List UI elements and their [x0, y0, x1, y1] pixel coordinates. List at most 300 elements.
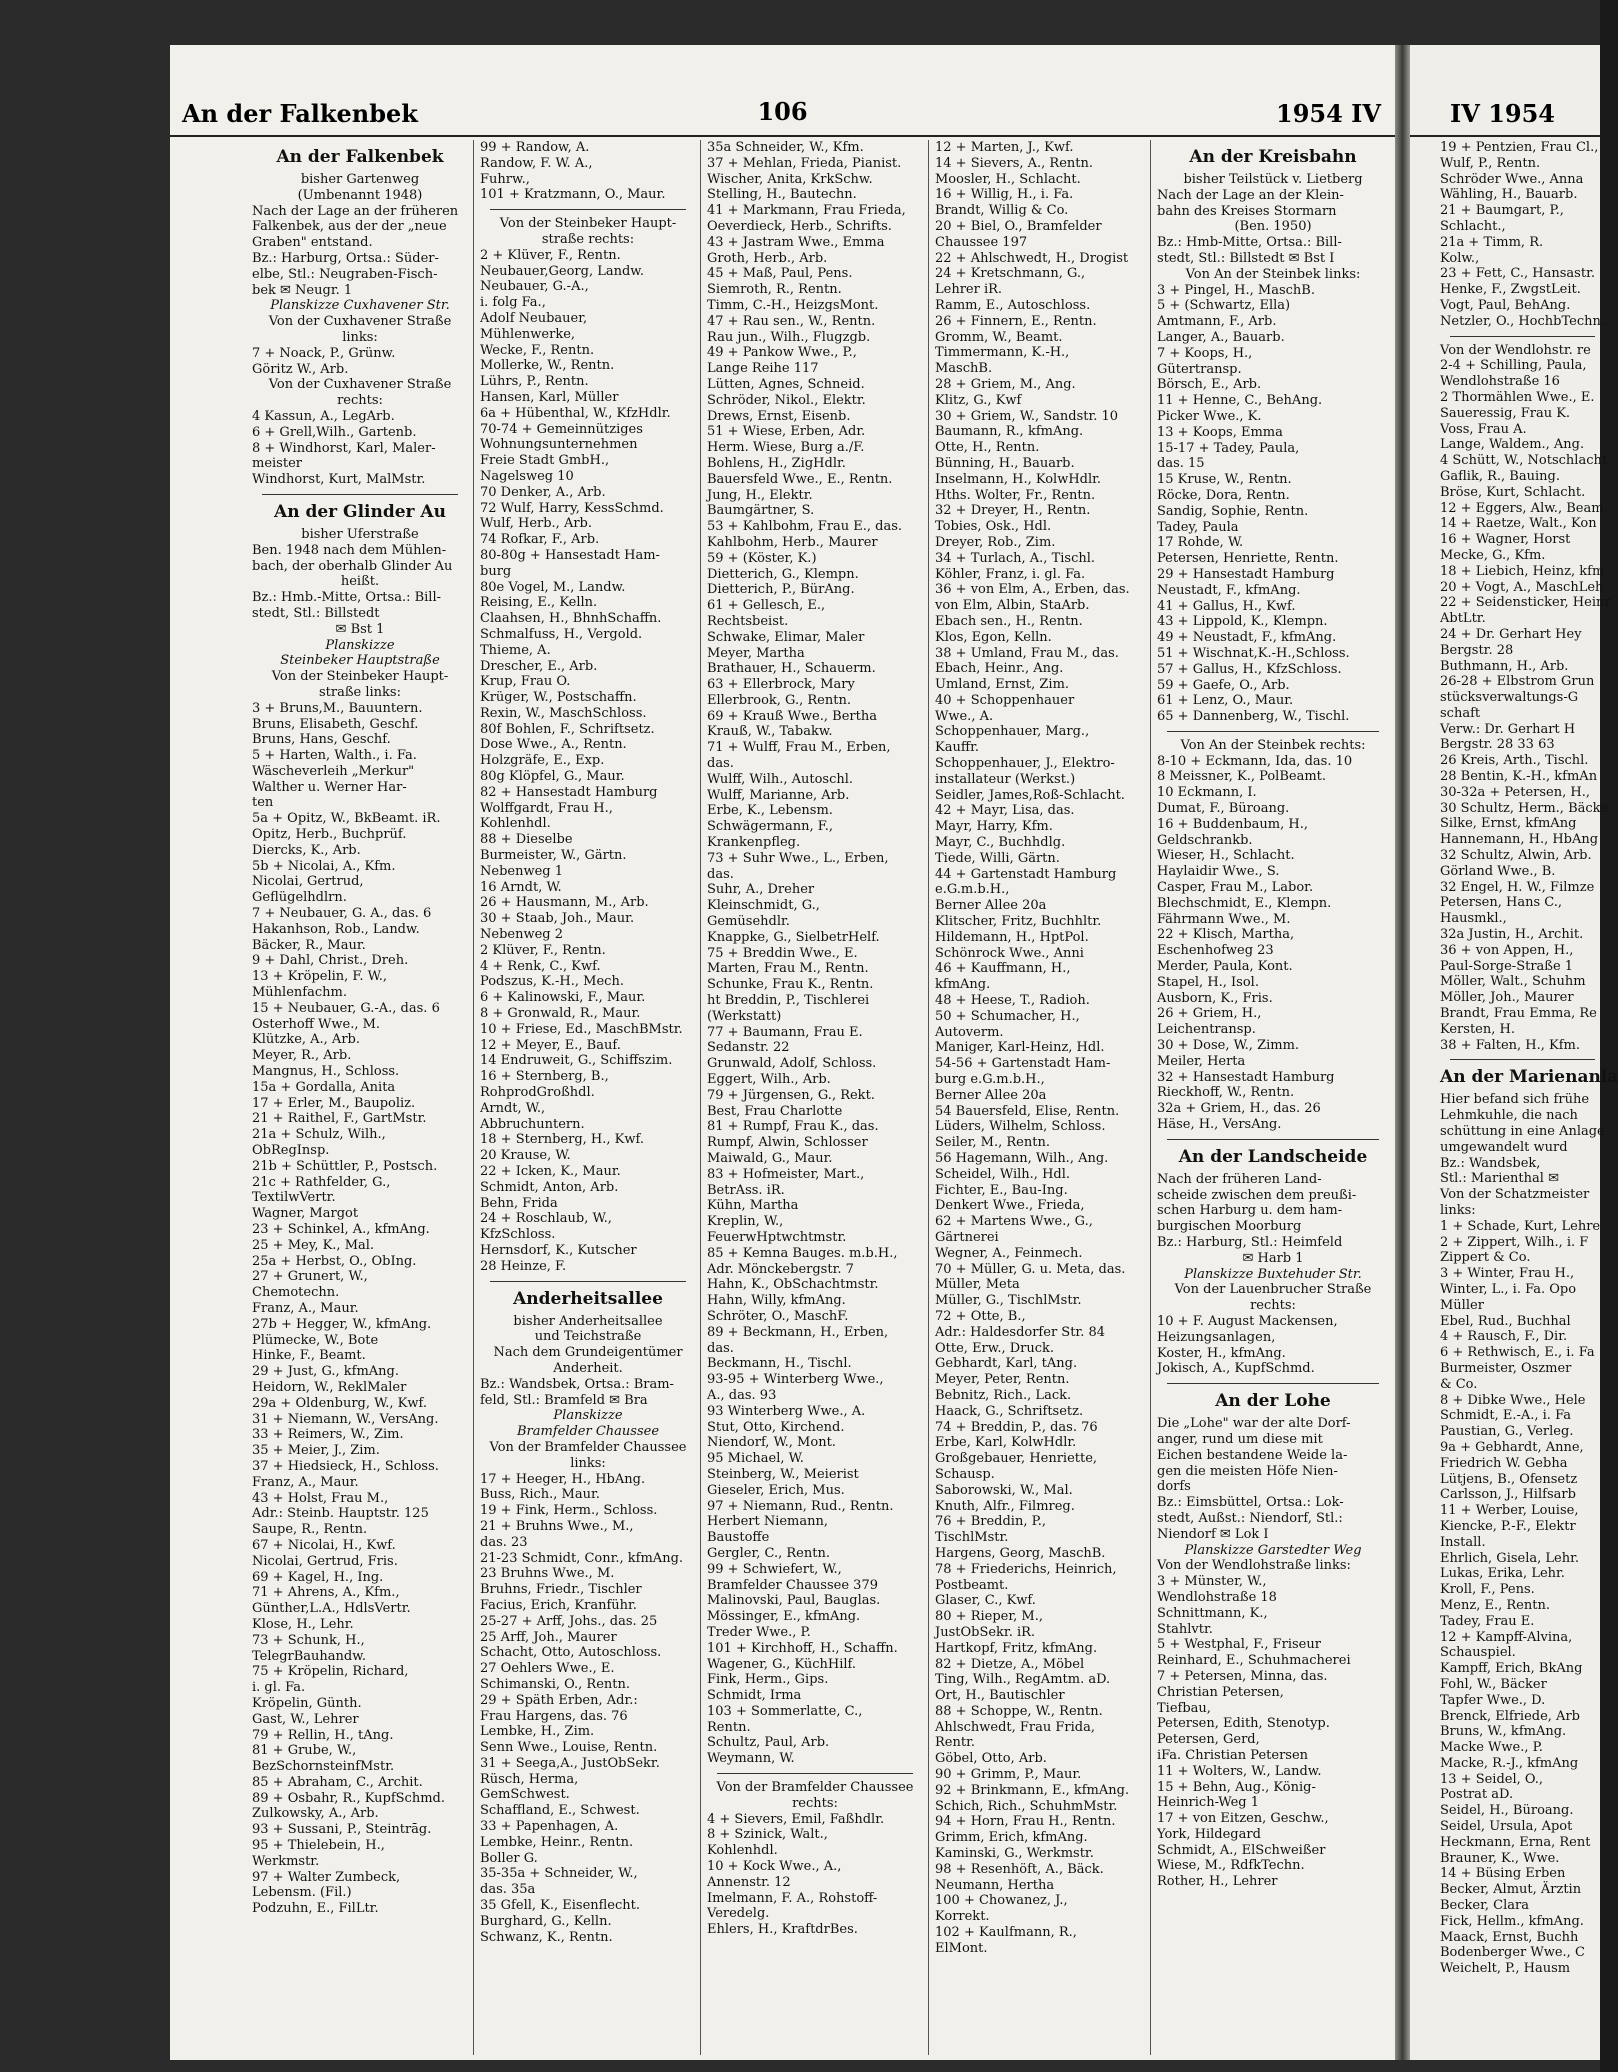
directory-entry: Wiese, M., RdfkTechn. [1157, 1858, 1305, 1874]
directory-entry: Walther u. Werner Har- [252, 779, 407, 795]
directory-entry: 97 + Walter Zumbeck, [252, 1869, 401, 1885]
directory-entry: bek ✉ Neugr. 1 [252, 282, 353, 298]
directory-entry: Eichen bestandene Weide la- [1157, 1447, 1348, 1463]
directory-entry: 6 + Kalinowski, F., Maur. [480, 990, 646, 1006]
directory-entry: Abbruchuntern. [480, 1116, 585, 1132]
directory-column-4 [935, 140, 1145, 2055]
directory-entry: Schröder, Nikol., Elektr. [707, 392, 866, 408]
directory-entry: 41 + Markmann, Frau Frieda, [707, 203, 906, 219]
directory-entry: 32a + Griem, H., das. 26 [1157, 1101, 1321, 1117]
directory-entry: Kaminski, G., Werkmstr. [935, 1846, 1094, 1862]
directory-entry: Maack, Ernst, Buchh [1440, 1929, 1579, 1945]
directory-entry: 22 + Ahlschwedt, H., Drogist [935, 250, 1129, 266]
directory-entry: 15 + Behn, Aug., König- [1157, 1779, 1316, 1795]
street-heading: An der Landscheide [1178, 1146, 1368, 1167]
directory-entry: Müller [1440, 1297, 1484, 1313]
directory-entry: Lehrer iR. [935, 282, 1003, 298]
directory-entry: Wulf, Herb., Arb. [480, 516, 592, 532]
directory-entry: 100 + Chowanez, J., [935, 1893, 1068, 1909]
directory-entry: Mangnus, H., Schloss. [252, 1064, 400, 1080]
directory-entry: KfzSchloss. [480, 1227, 556, 1243]
directory-entry: 31 + Niemann, W., VersAng. [252, 1411, 439, 1427]
directory-entry: Nach der Lage an der Klein- [1157, 187, 1344, 203]
directory-entry: Bröse, Kurt, Schlacht. [1440, 484, 1586, 500]
directory-entry: Wulff, Marianne, Arb. [707, 787, 850, 803]
directory-entry: Ahlschwedt, Frau Frida, [935, 1719, 1095, 1735]
directory-column-1 [252, 140, 468, 2055]
map-reference: Planskizze [553, 1408, 623, 1424]
directory-entry: Frau Hargens, das. 76 [480, 1708, 628, 1724]
directory-entry: Grunwald, Adolf, Schloss. [707, 1056, 877, 1072]
directory-entry: Grimm, Erich, kfmAng. [935, 1830, 1088, 1846]
street-note: heißt. [340, 574, 380, 590]
directory-entry: Saueressig, Frau K. [1440, 405, 1571, 421]
directory-entry: Timmermann, K.-H., [935, 345, 1070, 361]
directory-entry: 49 + Neustadt, F., kfmAng. [1157, 630, 1337, 646]
directory-entry: Umland, Ernst, Zim. [935, 677, 1070, 693]
directory-entry: 53 + Kahlbohm, Frau E., das. [707, 519, 903, 535]
directory-entry: Bergstr. 28 33 63 [1440, 737, 1555, 753]
directory-entry: Haack, G., Schriftsetz. [935, 1403, 1084, 1419]
directory-entry: 72 + Otte, B., [935, 1308, 1026, 1324]
directory-entry: Malinovski, Paul, Bauglas. [707, 1593, 881, 1609]
directory-entry: 80g Klöpfel, G., Maur. [480, 769, 625, 785]
directory-entry: 23 + Schinkel, A., kfmAng. [252, 1222, 430, 1237]
street-note: (Ben. 1950) [1234, 219, 1312, 235]
directory-entry: 2 Klüver, F., Rentn. [480, 942, 606, 958]
directory-entry: Lembke, Heinr., Rentn. [480, 1834, 634, 1850]
directory-entry: Meyer, R., Arb. [252, 1048, 352, 1064]
directory-entry: Kreplin, W., [707, 1214, 784, 1230]
directory-entry: Lange Reihe 117 [707, 361, 819, 377]
street-note: Von der Cuxhavener Straße [268, 314, 452, 330]
directory-entry: 26 + Finnern, E., Rentn. [935, 313, 1097, 329]
directory-entry: 26 + Griem, H., [1157, 1006, 1262, 1022]
directory-entry: 51 + Wischnat,K.-H.,Schloss. [1157, 645, 1350, 661]
directory-entry: 12 + Marten, J., Kwf. [935, 140, 1074, 155]
directory-entry: Rechtsbeist. [707, 613, 789, 629]
directory-entry: 40 + Schoppenhauer [935, 692, 1075, 708]
directory-entry: Göbel, Otto, Arb. [935, 1751, 1047, 1767]
street-heading: An der Lohe [1215, 1391, 1331, 1412]
directory-entry: Fährmann Wwe., M. [1157, 911, 1291, 927]
directory-entry: 43 + Lippold, K., Klempn. [1157, 614, 1328, 630]
directory-entry: 7 + Petersen, Minna, das. [1157, 1668, 1328, 1684]
directory-entry: 7 + Noack, P., Grünw. [252, 345, 396, 361]
directory-entry: Schönrock Wwe., Anni [935, 945, 1084, 961]
directory-entry: 16 + Willig, H., i. Fa. [935, 187, 1074, 203]
directory-entry: Kühn, Martha [707, 1198, 799, 1214]
directory-entry: 44 + Gartenstadt Hamburg [935, 866, 1117, 882]
directory-entry: feld, Stl.: Bramfeld ✉ Bra [480, 1392, 648, 1408]
directory-entry: Schnittmann, K., [1157, 1605, 1268, 1621]
directory-entry: Niendorf, W., Mont. [707, 1435, 836, 1451]
directory-entry: 13 + Kröpelin, F. W., [252, 969, 388, 985]
directory-entry: Gromm, W., Beamt. [935, 329, 1063, 345]
directory-entry: Wähling, H., Bauarb. [1440, 187, 1578, 203]
directory-entry: Baustoffe [707, 1530, 770, 1546]
directory-entry: 33 + Papenhagen, A. [480, 1819, 619, 1835]
directory-entry: 22 + Icken, K., Maur. [480, 1164, 621, 1179]
directory-entry: (Werkstatt) [707, 1008, 782, 1024]
street-heading: An der Glinder Au [274, 501, 446, 522]
directory-entry: Krup, Frau O. [480, 674, 571, 690]
directory-entry: Ramm, E., Autoschloss. [935, 297, 1091, 313]
directory-entry: 101 + Kratzmann, O., Maur. [480, 187, 666, 203]
directory-entry: FeuerwHptwchtmstr. [707, 1229, 847, 1245]
directory-entry: 43 + Holst, Frau M., [252, 1490, 389, 1506]
directory-entry: 37 + Hiedsieck, H., Schloss. [252, 1458, 439, 1474]
directory-entry: Netzler, O., HochbTechn. [1440, 313, 1605, 329]
directory-entry: burgischen Moorburg [1157, 1219, 1302, 1235]
directory-entry: 8-10 + Eckmann, Ida, das. 10 [1157, 753, 1353, 769]
directory-entry: Schmidt, Irma [707, 1688, 802, 1704]
directory-entry: Saborowski, W., Mal. [935, 1482, 1073, 1498]
directory-entry: Brenck, Elfriede, Arb [1440, 1708, 1580, 1724]
directory-entry: Bebnitz, Rich., Lack. [935, 1387, 1072, 1403]
directory-entry: 27 + Grunert, W., [252, 1269, 368, 1285]
directory-entry: 82 + Dietze, A., Möbel [935, 1656, 1085, 1672]
street-note: Von der Steinbeker Haupt- [499, 216, 677, 232]
street-note: bisher Anderheitsallee [513, 1313, 663, 1329]
directory-entry: Zulkowsky, A., Arb. [252, 1806, 379, 1822]
directory-entry: Stut, Otto, Kirchend. [707, 1419, 845, 1435]
directory-entry: Bz.: Hmb.-Mitte, Ortsa.: Bill- [252, 590, 442, 606]
directory-entry: Ebach sen., H., Rentn. [935, 613, 1083, 629]
directory-entry: 47 + Rau sen., W., Rentn. [707, 313, 876, 329]
directory-entry: Drescher, E., Arb. [480, 658, 598, 674]
directory-entry: Bauersfeld Wwe., E., Rentn. [707, 471, 893, 487]
directory-entry: Bodenberger Wwe., C [1440, 1945, 1585, 1961]
directory-entry: 25-27 + Arff, Johs., das. 25 [480, 1613, 658, 1629]
directory-entry: Lührs, P., Rentn. [480, 374, 589, 390]
directory-entry: Petersen, Henriette, Rentn. [1157, 551, 1339, 567]
directory-entry: 21c + Rathfelder, G., [252, 1174, 391, 1190]
directory-entry: Seidel, Ursula, Apot [1440, 1819, 1573, 1835]
directory-column-5 [1157, 140, 1389, 2055]
directory-entry: Schmalfuss, H., Vergold. [480, 626, 643, 642]
directory-entry: 30 + Staab, Joh., Maur. [480, 911, 635, 927]
directory-entry: Meiler, Herta [1157, 1053, 1246, 1069]
directory-entry: 21b + Schüttler, P., Postsch. [252, 1158, 438, 1174]
directory-entry: Großgebauer, Henriette, [935, 1451, 1098, 1467]
directory-entry: 10 + Friese, Ed., MaschBMstr. [480, 1021, 683, 1037]
directory-entry: Ebach, Heinr., Ang. [935, 661, 1064, 677]
directory-entry: Reising, E., Kelln. [480, 595, 598, 611]
directory-entry: 78 + Friederichs, Heinrich, [935, 1561, 1117, 1577]
street-note: bisher Uferstraße [301, 526, 419, 542]
directory-entry: 27 Oehlers Wwe., E. [480, 1661, 615, 1677]
directory-entry: 38 + Umland, Frau M., das. [935, 645, 1119, 661]
directory-column-3 [707, 140, 923, 2055]
directory-entry: Heizungsanlagen, [1157, 1329, 1276, 1345]
directory-entry: Senn Wwe., Louise, Rentn. [480, 1740, 658, 1756]
directory-entry: Gieseler, Erich, Mus. [707, 1482, 845, 1498]
directory-entry: Von der Wendlohstraße links: [1157, 1558, 1351, 1574]
directory-entry: Ben. 1948 nach dem Mühlen- [252, 542, 447, 558]
directory-entry: 46 + Kauffmann, H., [935, 961, 1071, 977]
directory-entry: A., das. 93 [707, 1387, 777, 1403]
directory-entry: Herm. Wiese, Burg a./F. [707, 440, 865, 456]
directory-entry: Neumann, Hertha [935, 1877, 1055, 1893]
directory-entry: Buss, Rich., Maur. [480, 1487, 600, 1503]
directory-entry: 25 + Mey, K., Mal. [252, 1237, 375, 1253]
directory-entry: ObRegInsp. [252, 1143, 330, 1159]
directory-entry: Kahlbohm, Herb., Maurer [707, 534, 878, 550]
directory-entry: Zippert & Co. [1440, 1250, 1531, 1266]
directory-entry: Schröder Wwe., Anna [1440, 171, 1584, 187]
directory-entry: Freie Stadt GmbH., [480, 453, 610, 469]
directory-entry: 67 + Nicolai, H., Kwf. [252, 1537, 396, 1553]
street-note: rechts: [792, 1795, 838, 1811]
directory-entry: 28 Bentin, K.-H., kfmAn [1440, 769, 1598, 785]
directory-entry: 95 Michael, W. [707, 1451, 804, 1467]
directory-entry: 8 + Gronwald, R., Maur. [480, 1006, 641, 1022]
directory-entry: 12 + Kampff-Alvina, [1440, 1629, 1573, 1645]
directory-entry: Geflügelhdlrn. [252, 890, 347, 906]
directory-entry: Berner Allee 20a [935, 898, 1047, 914]
directory-entry: Schoppenhauer, Marg., [935, 724, 1090, 740]
directory-entry: 89 + Beckmann, H., Erben, [707, 1324, 889, 1340]
directory-entry: iFa. Christian Petersen [1157, 1747, 1309, 1763]
next-page-year-volume: IV 1954 [1450, 99, 1555, 128]
directory-entry: 9a + Gebhardt, Anne, [1440, 1439, 1584, 1455]
directory-entry: 80f Bohlen, F., Schriftsetz. [480, 721, 655, 737]
directory-column-6 [1440, 140, 1618, 2055]
directory-entry: 3 + Bruns,M., Bauuntern. [252, 700, 423, 716]
directory-entry: Möller, Joh., Maurer [1440, 990, 1574, 1006]
directory-entry: 8 Meissner, K., PolBeamt. [1157, 769, 1327, 785]
directory-entry: 28 Heinze, F. [480, 1258, 567, 1274]
directory-entry: Baumann, R., kfmAng. [935, 424, 1084, 440]
street-note: Anderheit. [553, 1360, 623, 1376]
directory-entry: Osterhoff Wwe., M. [252, 1016, 381, 1032]
directory-entry: Gemüsehdlr. [707, 914, 790, 930]
directory-entry: Wulf, P., Rentn. [1440, 155, 1541, 171]
directory-entry: Randow, F. W. A., [480, 155, 593, 171]
directory-entry: Blechschmidt, E., Klempn. [1157, 895, 1332, 911]
directory-entry: Suhr, A., Dreher [707, 882, 815, 898]
directory-entry: Dreyer, Rob., Zim. [935, 534, 1056, 550]
directory-entry: Jung, H., Elektr. [707, 487, 813, 503]
directory-entry: 6 + Grell,Wilh., Gartenb. [252, 424, 417, 440]
directory-entry: 11 + Henne, C., BehAng. [1157, 393, 1323, 409]
directory-entry: TischlMstr. [935, 1530, 1009, 1546]
directory-entry: Hths. Wolter, Fr., Rentn. [935, 487, 1096, 503]
directory-entry: Weymann, W. [707, 1751, 795, 1767]
directory-entry: 30 Schultz, Herm., Bäcke [1440, 800, 1609, 816]
directory-entry: Windhorst, Kurt, MalMstr. [252, 472, 426, 488]
directory-entry: Graben" entstand. [252, 235, 373, 251]
directory-entry: schen Harburg u. dem ham- [1157, 1203, 1343, 1219]
directory-entry: Gast, W., Lehrer [252, 1711, 359, 1727]
directory-entry: Petersen, Gerd, [1157, 1732, 1260, 1748]
directory-entry: Tadey, Frau E. [1440, 1613, 1535, 1629]
directory-entry: 76 + Breddin, P., [935, 1514, 1046, 1530]
directory-entry: Nicolai, Gertrud, [252, 874, 364, 890]
section-divider [490, 209, 686, 210]
directory-entry: 95 + Thielebein, H., [252, 1838, 385, 1854]
directory-entry: Bruns, W., kfmAng. [1440, 1724, 1567, 1740]
directory-entry: 71 + Wulff, Frau M., Erben, [707, 740, 891, 756]
street-note: rechts: [1250, 1298, 1296, 1314]
directory-entry: Scheidel, Wilh., Hdl. [935, 1166, 1071, 1182]
directory-entry: Christian Petersen, [1157, 1684, 1284, 1700]
directory-entry: Ebel, Rud., Buchhal [1440, 1313, 1571, 1329]
directory-entry: schaft [1440, 705, 1481, 721]
directory-entry: Gärtnerei [935, 1229, 999, 1245]
directory-entry: Hannemann, H., HbAng [1440, 832, 1599, 848]
directory-entry: Adr.: Steinb. Hauptstr. 125 [252, 1506, 429, 1522]
directory-entry: 4 Schütt, W., Notschlacht [1440, 453, 1608, 469]
directory-entry: 102 + Kaulfmann, R., [935, 1925, 1077, 1941]
directory-entry: 99 + Schwiefert, W., [707, 1561, 842, 1577]
directory-entry: Vogt, Paul, BehAng. [1440, 297, 1571, 313]
directory-entry: Tadey, Paula [1157, 519, 1239, 535]
directory-entry: Kampff, Erich, BkAng [1440, 1661, 1583, 1677]
directory-entry: 3 + Münster, W., [1157, 1574, 1267, 1590]
directory-entry: 10 + F. August Mackensen, [1157, 1313, 1338, 1329]
directory-entry: burg e.G.m.b.H., [935, 1072, 1045, 1088]
directory-entry: 17 + Erler, M., Baupoliz. [252, 1095, 416, 1111]
street-note: links: [342, 329, 378, 345]
street-note: Von der Bramfelder Chaussee [716, 1780, 914, 1796]
directory-entry: 13 + Seidel, O., [1440, 1771, 1544, 1787]
directory-entry: Mühlenfachm. [252, 985, 347, 1001]
directory-entry: York, Hildegard [1157, 1826, 1261, 1842]
directory-entry: 80 + Rieper, M., [935, 1609, 1043, 1625]
directory-entry: 11 + Wolters, W., Landw. [1157, 1763, 1322, 1779]
street-note: bisher Gartenweg [300, 172, 420, 187]
directory-entry: Rumpf, Alwin, Schlosser [707, 1135, 868, 1151]
directory-entry: 30 + Griem, W., Sandstr. 10 [935, 408, 1119, 424]
directory-entry: TextilwVertr. [252, 1190, 336, 1206]
directory-entry: MaschB. [935, 361, 993, 377]
directory-entry: Drews, Ernst, Eisenb. [707, 408, 851, 424]
directory-entry: 57 + Gallus, H., KfzSchloss. [1157, 661, 1342, 677]
page-header [170, 95, 1395, 137]
directory-entry: Hier befand sich frühe [1440, 1092, 1590, 1108]
directory-entry: Hildemann, H., HptPol. [935, 929, 1089, 945]
directory-entry: 5 + (Schwartz, Ella) [1157, 298, 1291, 314]
directory-entry: 30-32a + Petersen, H., [1440, 784, 1590, 800]
directory-entry: 32 + Dreyer, H., Rentn. [935, 503, 1091, 519]
directory-entry: 77 + Baumann, Frau E. [707, 1024, 863, 1040]
directory-entry: stedt, Stl.: Billstedt ✉ Bst I [1157, 250, 1335, 266]
directory-entry: gen die meisten Höfe Nien- [1157, 1463, 1338, 1479]
directory-entry: Treder Wwe., P. [707, 1624, 811, 1640]
section-divider [262, 494, 458, 495]
directory-entry: BetrAss. iR. [707, 1182, 785, 1198]
directory-entry: von Elm, Albin, StaArb. [935, 598, 1090, 614]
directory-entry: Bz.: Hmb-Mitte, Ortsa.: Bill- [1157, 235, 1342, 251]
directory-entry: Ort, H., Bautischler [935, 1688, 1065, 1704]
directory-entry: Postrat aD. [1440, 1787, 1514, 1803]
directory-entry: Fuhrw., [480, 171, 530, 187]
directory-entry: Menz, E., Rentn. [1440, 1597, 1550, 1613]
directory-entry: 28 + Griem, M., Ang. [935, 376, 1076, 392]
directory-entry: 21a + Timm, R. [1440, 234, 1544, 250]
street-note: Von der Steinbeker Haupt- [271, 669, 449, 685]
page-number: 106 [757, 97, 808, 126]
directory-entry: ht Breddin, P., Tischlerei [707, 993, 870, 1009]
directory-entry: Bramfelder Chaussee 379 [707, 1577, 878, 1593]
directory-entry: Saupe, R., Rentn. [252, 1522, 368, 1538]
street-heading: An der Marienanla [1440, 1067, 1618, 1088]
directory-entry: Maniger, Karl-Heinz, Hdl. [935, 1040, 1105, 1056]
directory-entry: Paustian, G., Verleg. [1440, 1424, 1574, 1440]
directory-entry: Carlsson, J., Hilfsarb [1440, 1487, 1576, 1503]
directory-entry: Neubauer,Georg, Landw. [480, 263, 644, 279]
directory-entry: 4 + Rausch, F., Dir. [1440, 1329, 1568, 1345]
directory-entry: Wulff, Wilh., Autoschl. [707, 771, 854, 787]
directory-entry: installateur (Werkst.) [935, 771, 1076, 787]
directory-entry: 23 + Fett, C., Hansastr. [1440, 266, 1595, 282]
directory-entry: Ehlers, H., KraftdrBes. [707, 1922, 858, 1938]
directory-entry: 22 + Seidensticker, Heinr [1440, 595, 1611, 611]
directory-entry: Wendlohstraße 18 [1157, 1589, 1277, 1605]
directory-entry: Mecke, G., Kfm. [1440, 547, 1546, 563]
directory-entry: Falkenbek, aus der der „neue [252, 219, 447, 235]
directory-entry: Bz.: Harburg, Stl.: Heimfeld [1157, 1235, 1343, 1250]
directory-entry: 42 + Mayr, Lisa, das. [935, 803, 1075, 819]
directory-entry: Rieckhoff, W., Rentn. [1157, 1085, 1295, 1101]
directory-entry: & Co. [1440, 1376, 1478, 1392]
directory-entry: 101 + Kirchhoff, H., Schaffn. [707, 1640, 898, 1656]
directory-entry: Install. [1440, 1534, 1486, 1550]
directory-entry: 85 + Kemna Bauges. m.b.H., [707, 1245, 898, 1261]
directory-entry: Leichentransp. [1157, 1022, 1256, 1038]
street-note: Nach dem Grundeigentümer [493, 1345, 683, 1361]
map-reference: Bramfelder Chaussee [516, 1424, 660, 1440]
directory-entry: 14 + Sievers, A., Rentn. [935, 155, 1094, 171]
directory-entry: Verw.: Dr. Gerhart H [1440, 721, 1576, 737]
directory-entry: Lukas, Erika, Lehr. [1440, 1566, 1565, 1582]
directory-entry: Tapfer Wwe., D. [1440, 1692, 1546, 1708]
directory-entry: 59 + Gaefe, O., Arb. [1157, 677, 1290, 693]
directory-entry: Röcke, Dora, Rentn. [1157, 487, 1290, 503]
directory-entry: Veredelg. [707, 1906, 770, 1922]
directory-entry: 73 + Schunk, H., [252, 1632, 365, 1648]
directory-entry: Brathauer, H., Schauerm. [707, 661, 876, 677]
directory-entry: Burmeister, W., Gärtn. [480, 848, 627, 864]
directory-entry: Kauffr. [935, 740, 979, 756]
directory-entry: Brandt, Frau Emma, Re [1440, 1006, 1597, 1022]
directory-entry: Von der Schatzmeister [1440, 1187, 1590, 1203]
section-divider [1167, 731, 1379, 732]
directory-entry: 17 Rohde, W. [1157, 535, 1244, 551]
directory-entry: Otte, H., Rentn. [935, 440, 1040, 456]
directory-entry: Franz, A., Maur. [252, 1300, 359, 1316]
directory-entry: Voss, Frau A. [1440, 421, 1527, 437]
directory-entry: 97 + Niemann, Rud., Rentn. [707, 1498, 894, 1514]
directory-column-2 [480, 140, 696, 2055]
directory-entry: Becker, Clara [1440, 1898, 1529, 1914]
directory-entry: Chemotechn. [252, 1285, 340, 1301]
directory-entry: Kohlenhdl. [707, 1843, 778, 1859]
section-divider [1167, 1139, 1379, 1140]
directory-entry: Hakanhson, Rob., Landw. [252, 921, 420, 937]
directory-entry: Krankenpfleg. [707, 835, 801, 851]
street-note: rechts: [337, 393, 383, 409]
directory-entry: Ehrlich, Gisela, Lehr. [1440, 1550, 1580, 1566]
section-divider [1450, 1059, 1595, 1060]
directory-entry: stedt, Außst.: Niendorf, Stl.: [1157, 1510, 1343, 1526]
directory-entry: Gaflik, R., Bauing. [1440, 468, 1560, 484]
directory-entry: das. [707, 1340, 734, 1356]
directory-entry: 2-4 + Schilling, Paula, [1440, 358, 1587, 374]
directory-entry: ten [252, 795, 274, 811]
